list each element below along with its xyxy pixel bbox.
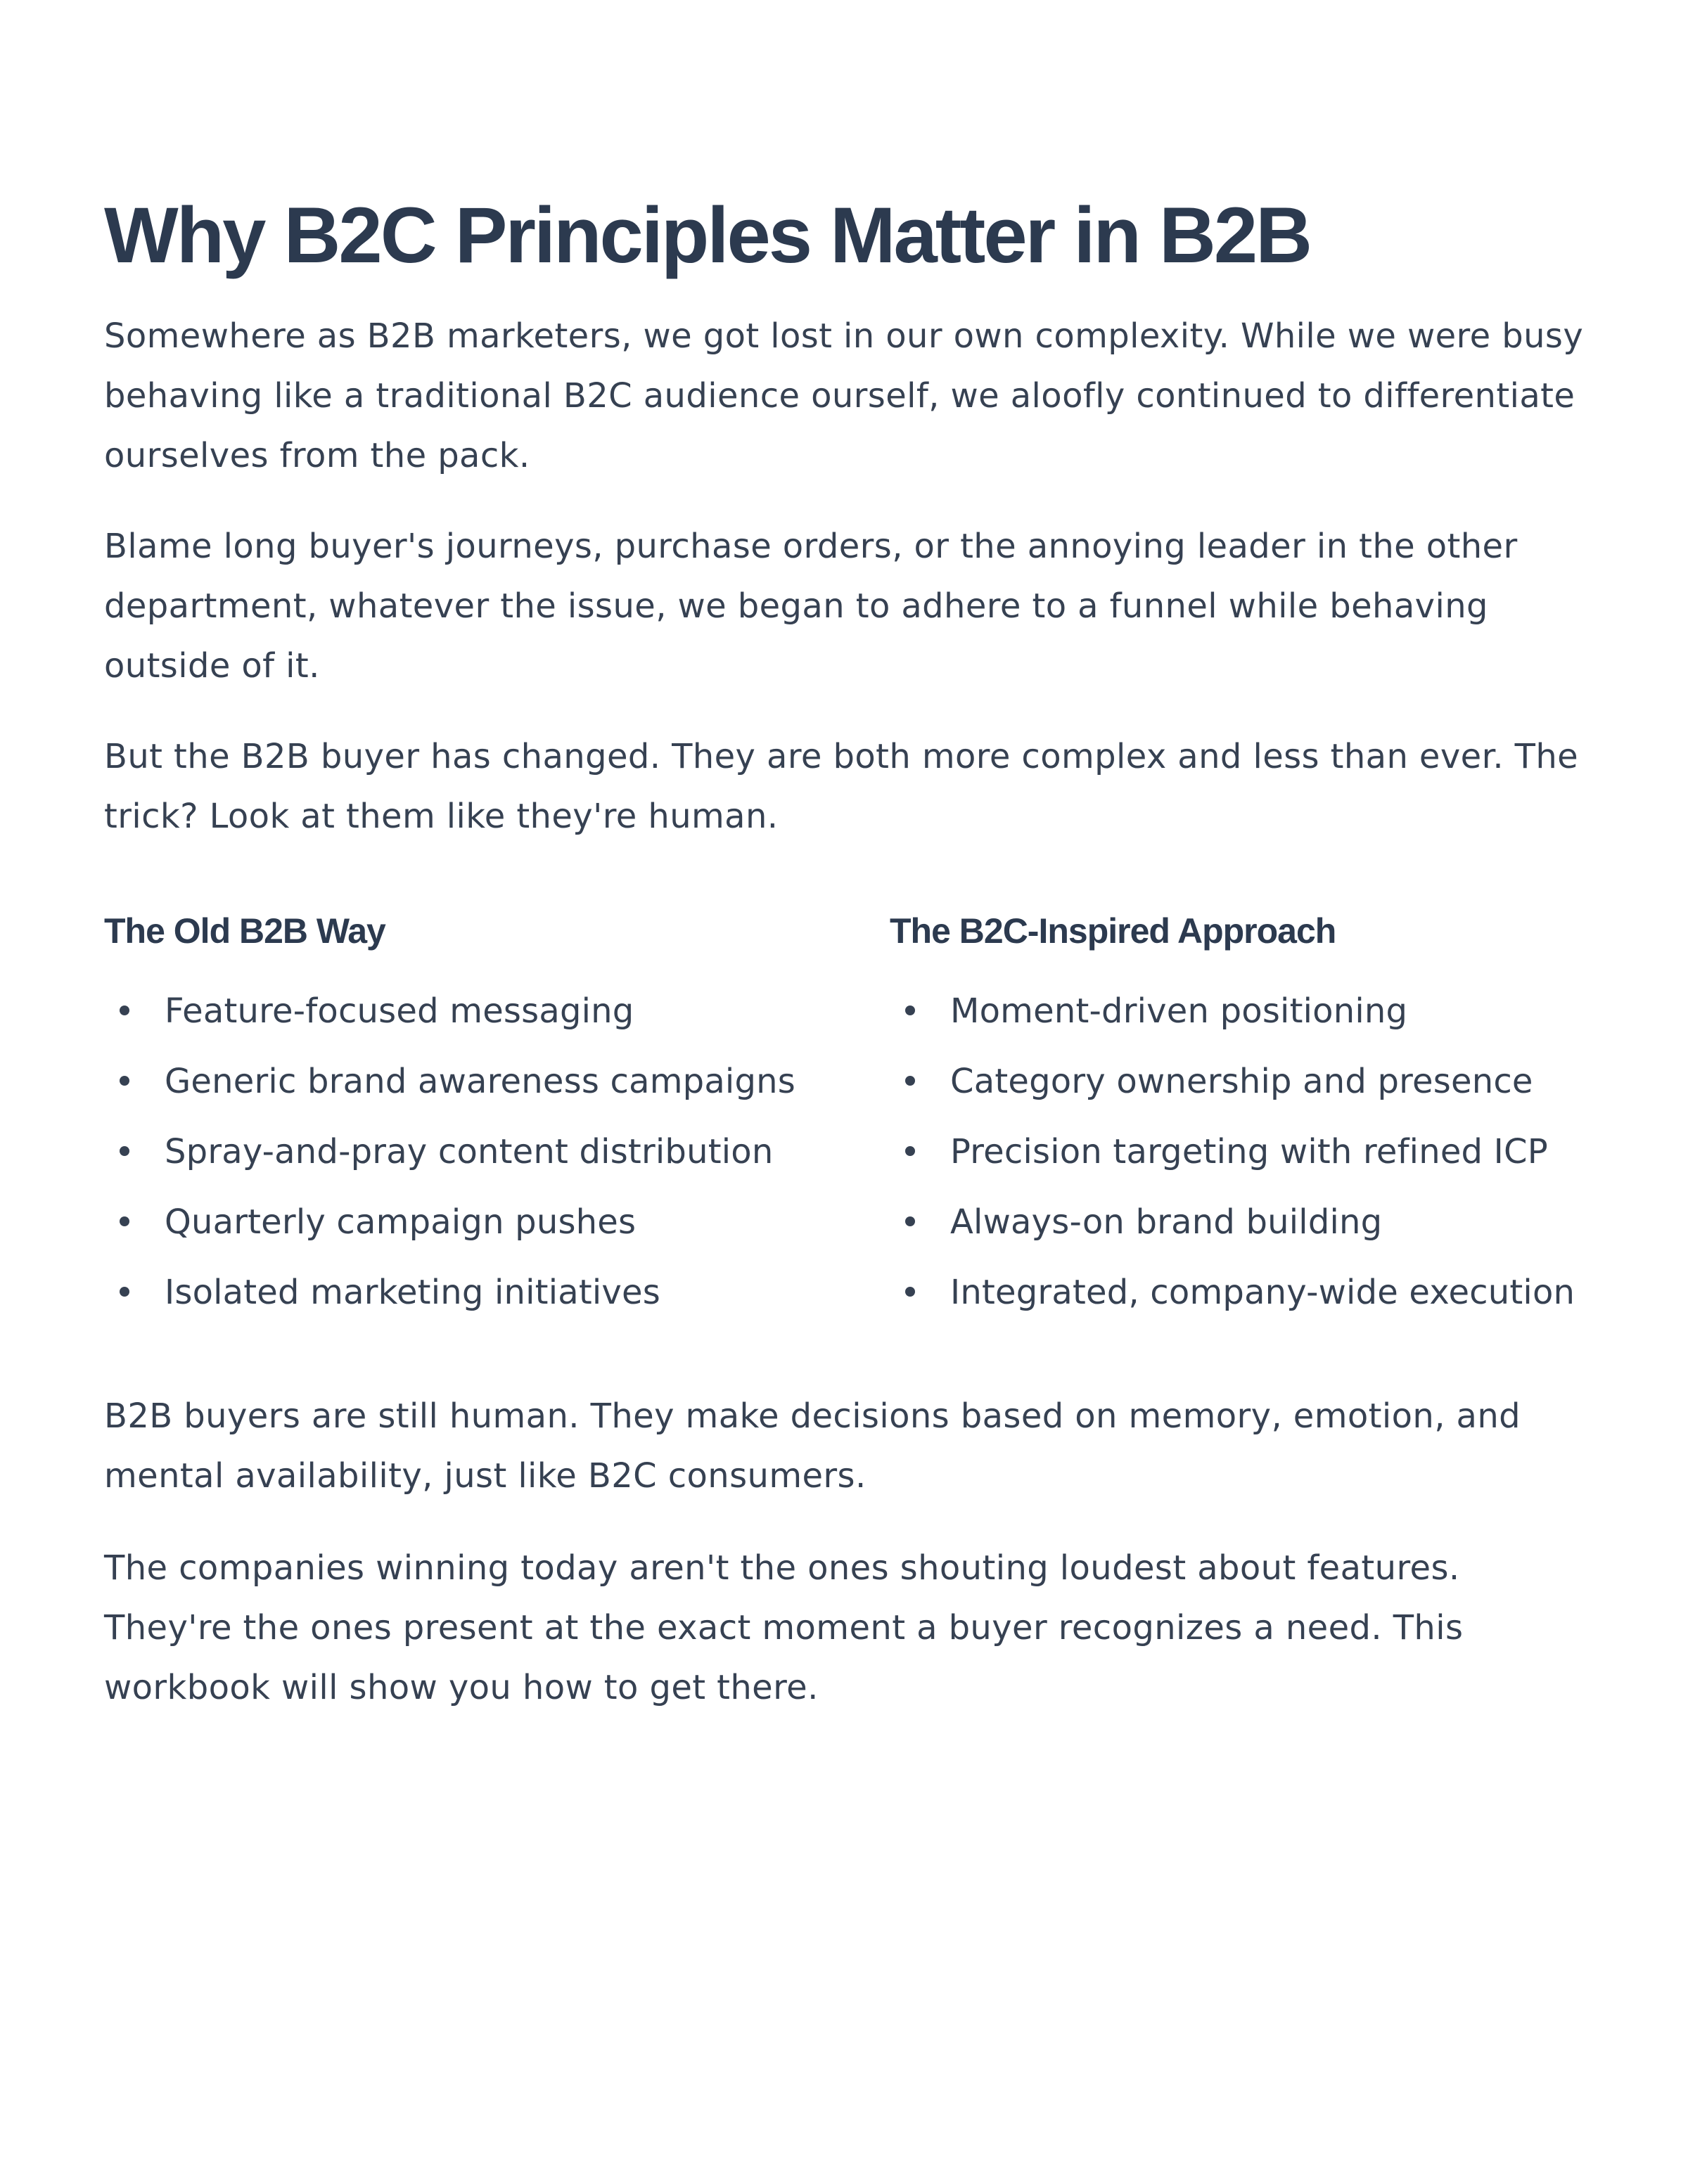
bullet-icon	[120, 1006, 129, 1015]
page-title: Why B2C Principles Matter in B2B	[104, 191, 1311, 279]
bullet-icon	[120, 1287, 129, 1297]
list-item	[104, 1052, 890, 1111]
old-way-heading: The Old B2B Way	[104, 911, 385, 951]
bullet-icon	[905, 1006, 915, 1015]
list-item	[104, 1263, 890, 1322]
bullet-icon	[120, 1076, 129, 1086]
list-item-text: Category ownership and presence	[950, 1062, 1533, 1101]
old-way-column	[104, 903, 890, 1333]
closing-paragraph: B2B buyers are still human. They make decisions based on memory, emotion, and mental availability, just like B2C consumers.	[104, 1396, 1521, 1496]
intro-paragraph: But the B2B buyer has changed. They are both more complex and less than ever. The trick? Look at them like they're human.	[104, 737, 1579, 836]
bullet-icon	[120, 1146, 129, 1156]
intro-paragraph: Somewhere as B2B marketers, we got lost in our own complexity. While we were busy behaving like a traditional B2C audience ourself, we aloofly continued to differentiate ourselves from the pack.	[104, 316, 1584, 475]
list-item-text: Quarterly campaign pushes	[165, 1202, 637, 1242]
document-page	[104, 190, 1584, 1718]
comparison-columns	[104, 903, 1584, 1333]
list-item-text: Spray-and-pray content distribution	[165, 1132, 774, 1171]
list-item	[890, 1122, 1584, 1181]
list-item-text: Generic brand awareness campaigns	[165, 1062, 795, 1101]
closing-paragraph: The companies winning today aren't the ones shouting loudest about features. They're the ones present at the exact moment a buyer recognizes a need. This workbook will show you how to get there.	[104, 1548, 1464, 1707]
list-item	[890, 1193, 1584, 1252]
bullet-icon	[905, 1076, 915, 1086]
bullet-icon	[905, 1146, 915, 1156]
bullet-icon	[120, 1216, 129, 1226]
b2c-approach-column	[890, 903, 1584, 1333]
list-item	[104, 1122, 890, 1181]
b2c-approach-list	[890, 982, 1584, 1322]
list-item-text: Feature-focused messaging	[165, 991, 634, 1031]
list-item-text: Precision targeting with refined ICP	[950, 1132, 1548, 1171]
list-item-text: Isolated marketing initiatives	[165, 1273, 660, 1312]
list-item	[890, 1263, 1584, 1322]
list-item-text: Integrated, company-wide execution	[950, 1273, 1575, 1312]
old-way-list	[104, 982, 890, 1322]
list-item-text: Always-on brand building	[950, 1202, 1383, 1242]
list-item	[890, 982, 1584, 1041]
b2c-approach-heading: The B2C-Inspired Approach	[890, 911, 1336, 951]
list-item	[104, 982, 890, 1041]
bullet-icon	[905, 1287, 915, 1297]
list-item	[890, 1052, 1584, 1111]
intro-paragraph: Blame long buyer's journeys, purchase orders, or the annoying leader in the other department, whatever the issue, we began to adhere to a funnel while behaving outside of it.	[104, 527, 1518, 686]
list-item	[104, 1193, 890, 1252]
list-item-text: Moment-driven positioning	[950, 991, 1408, 1031]
bullet-icon	[905, 1216, 915, 1226]
